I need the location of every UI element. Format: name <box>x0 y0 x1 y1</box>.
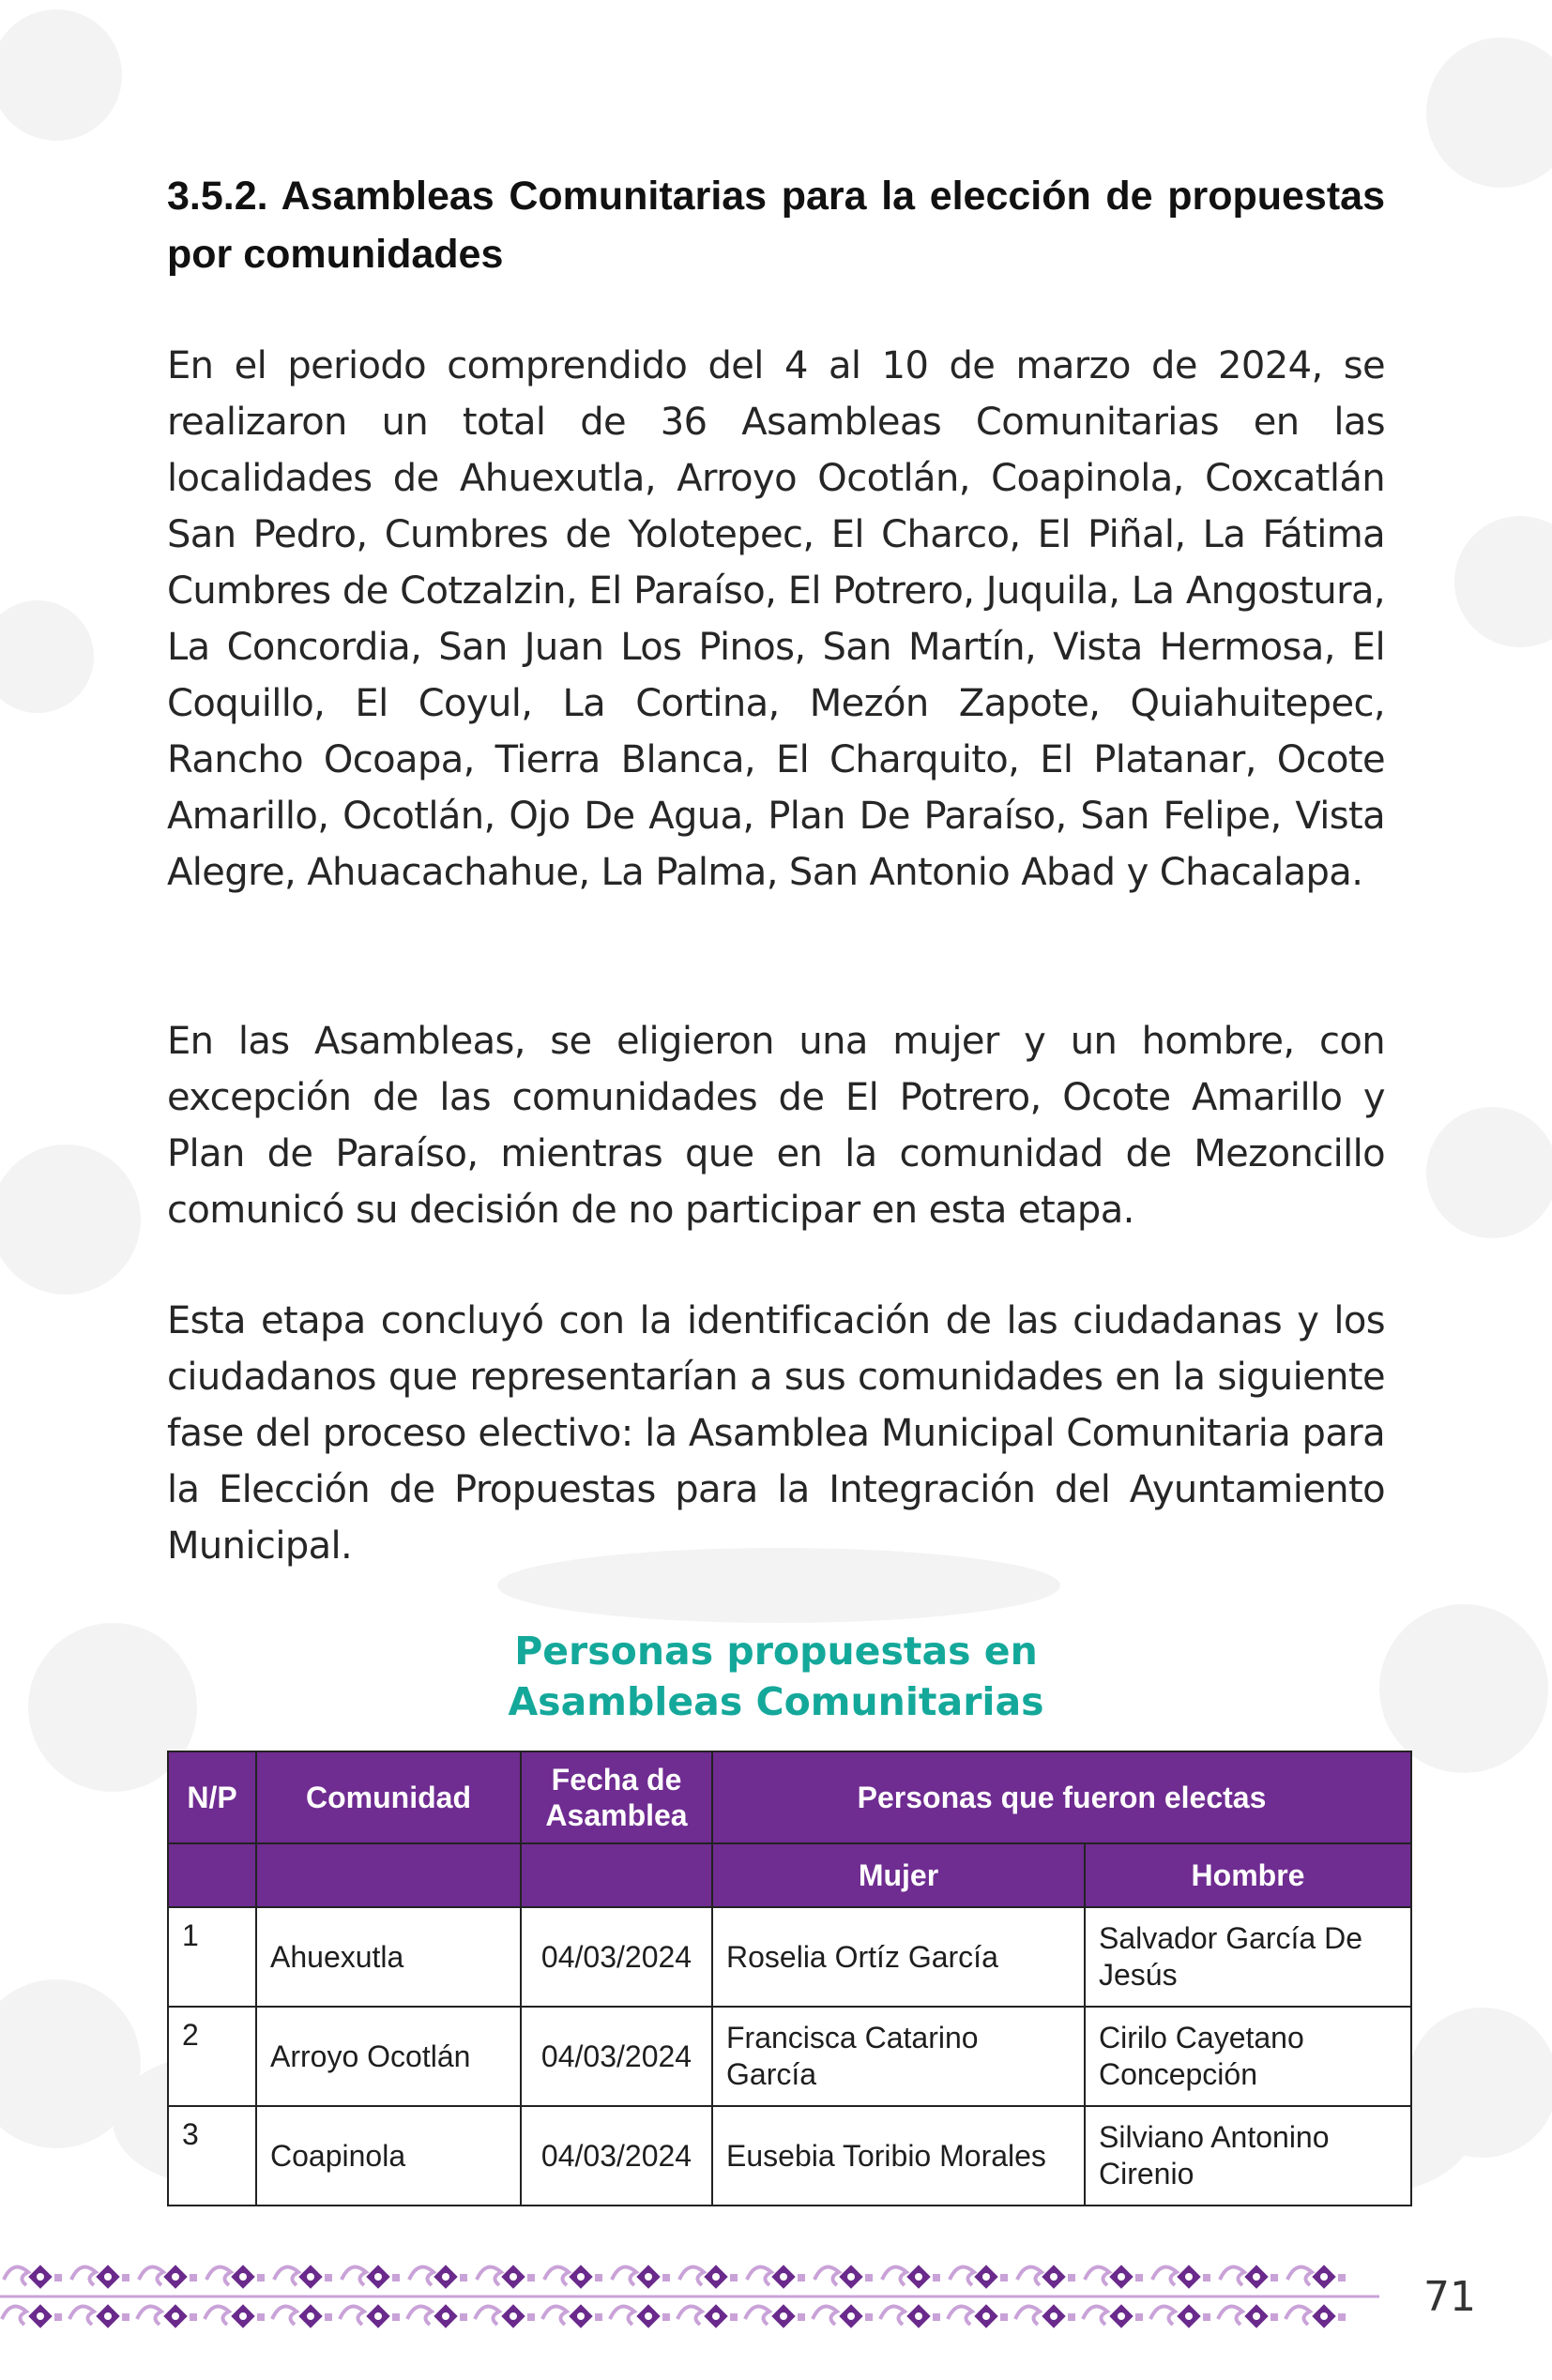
table-subheader-row <box>168 1843 1411 1907</box>
cell-fecha: 04/03/2024 <box>521 2007 712 2106</box>
cell-hombre: Silviano Antonino Cirenio <box>1085 2106 1411 2206</box>
embroidery-border <box>0 2251 1379 2345</box>
cell-fecha: 04/03/2024 <box>521 1907 712 2007</box>
subheader-empty-np <box>168 1843 256 1907</box>
table-title-line-1: Personas propuestas en <box>514 1629 1038 1674</box>
header-mujer: Mujer <box>712 1843 1085 1907</box>
page-number: 71 <box>1423 2273 1476 2321</box>
subheader-empty-comunidad <box>256 1843 521 1907</box>
table-title <box>167 1626 1385 1727</box>
header-comunidad: Comunidad <box>256 1751 521 1843</box>
cell-np: 1 <box>168 1907 256 2007</box>
table-row <box>168 1907 1411 2007</box>
header-personas-electas: Personas que fueron electas <box>712 1751 1411 1843</box>
header-fecha: Fecha de Asamblea <box>521 1751 712 1843</box>
paragraph-2: En las Asambleas, se eligieron una mujer y un hombre, con excepción de las comunidades de El Potrero, Ocote Amarillo y Plan de Paraíso, mientras que en la comunidad de Mezoncillo comunicó su decisión de no participar en esta etapa. <box>167 1020 1385 1232</box>
table-header-row <box>168 1751 1411 1843</box>
header-hombre: Hombre <box>1085 1843 1411 1907</box>
table-row <box>168 2007 1411 2106</box>
subheader-empty-fecha <box>521 1843 712 1907</box>
cell-comunidad: Ahuexutla <box>256 1907 521 2007</box>
cell-mujer: Roselia Ortíz García <box>712 1907 1085 2007</box>
paragraph-3: Esta etapa concluyó con la identificación de las ciudadanas y los ciudadanos que representarían a sus comunidades en la siguiente fase del proceso electivo: la Asamblea Municipal Comunitaria para la Elección de Propuestas para la Integración del Ayuntamiento Municipal. <box>167 1299 1385 1568</box>
paragraph-1: En el periodo comprendido del 4 al 10 de marzo de 2024, se realizaron un total de 36 Asambleas Comunitarias en las localidades de Ahuexutla, Arroyo Ocotlán, Coapinola, Coxcatlán San Pedro, Cumbres de Yolotepec, El Charco, El Piñal, La Fátima Cumbres de Cotzalzin, El Paraíso, El Potrero, Juquila, La Angostura, La Concordia, San Juan Los Pinos, San Martín, Vista Hermosa, El Coquillo, El Coyul, La Cortina, Mezón Zapote, Quiahuitepec, Rancho Ocoapa, Tierra Blanca, El Charquito, El Platanar, Ocote Amarillo, Ocotlán, Ojo De Agua, Plan De Paraíso, San Felipe, Vista Alegre, Ahuacachahue, La Palma, San Antonio Abad y Chacalapa. <box>167 344 1385 894</box>
cell-comunidad: Coapinola <box>256 2106 521 2206</box>
cell-fecha: 04/03/2024 <box>521 2106 712 2206</box>
cell-comunidad: Arroyo Ocotlán <box>256 2007 521 2106</box>
table-row <box>168 2106 1411 2206</box>
cell-np: 3 <box>168 2106 256 2206</box>
cell-mujer: Francisca Catarino García <box>712 2007 1085 2106</box>
cell-np: 2 <box>168 2007 256 2106</box>
cell-hombre: Salvador García De Jesús <box>1085 1907 1411 2007</box>
cell-mujer: Eusebia Toribio Morales <box>712 2106 1085 2206</box>
table-title-line-2: Asambleas Comunitarias <box>508 1679 1044 1724</box>
section-heading: 3.5.2. Asambleas Comunitarias para la elección de propuestas por comunidades <box>167 174 1385 277</box>
elected-persons-table <box>167 1751 1412 2206</box>
cell-hombre: Cirilo Cayetano Concepción <box>1085 2007 1411 2106</box>
header-np: N/P <box>168 1751 256 1843</box>
